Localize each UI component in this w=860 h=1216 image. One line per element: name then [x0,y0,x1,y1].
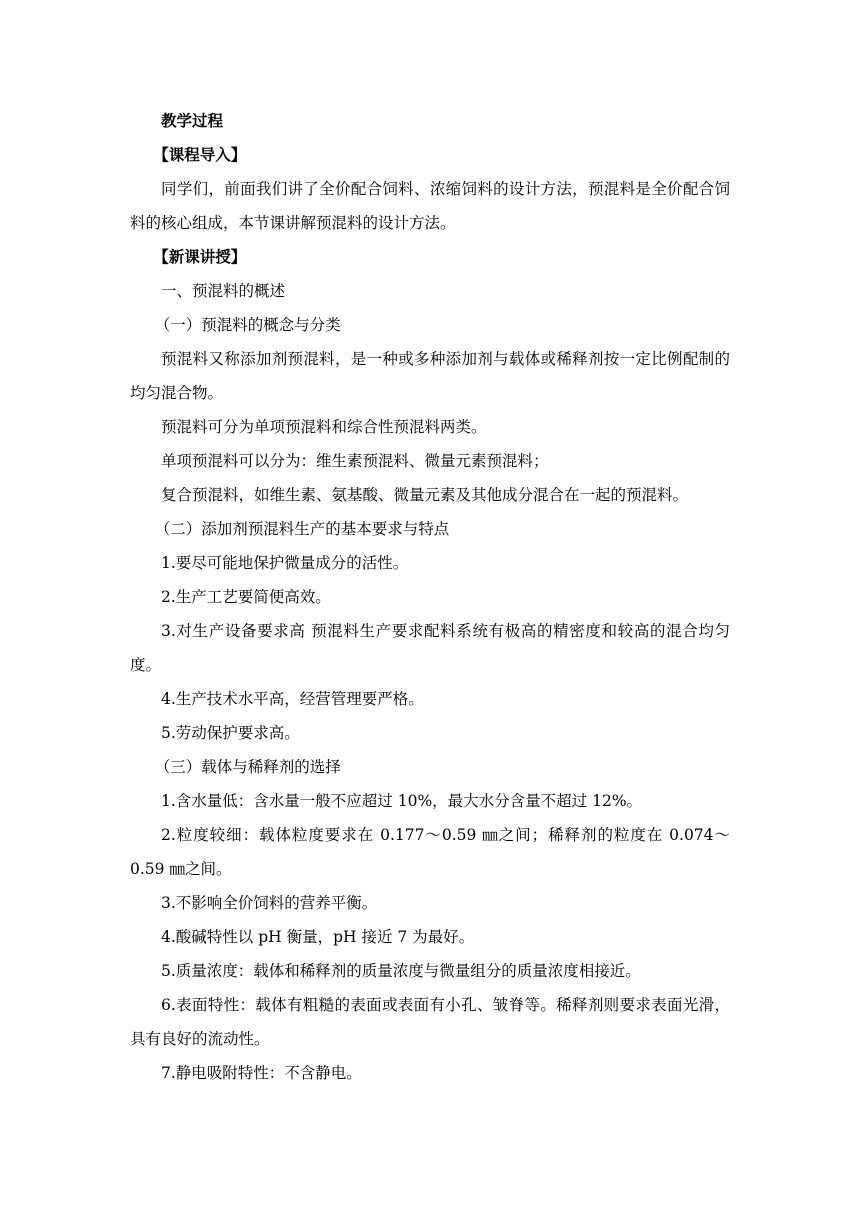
requirement-item: 4.生产技术水平高，经营管理要严格。 [161,690,424,708]
criteria-item: 1.含水量低：含水量一般不应超过 10%，最大水分含量不超过 12%。 [161,792,643,810]
single-premix-paragraph: 单项预混料可以分为：维生素预混料、微量元素预混料； [161,452,549,470]
criteria-item: 3.不影响全价饲料的营养平衡。 [161,894,378,912]
subsection-2-title: （二）添加剂预混料生产的基本要求与特点 [154,520,450,538]
criteria-item: 6.表面特性：载体有粗糙的表面或表面有小孔、皱脊等。稀释剂则要求表面光滑，具有良好的流动性。 [130,996,730,1048]
requirement-item: 2.生产工艺要简便高效。 [161,588,331,606]
criteria-item: 4.酸碱特性以 pH 衡量，pH 接近 7 为最好。 [161,928,475,946]
section-1-title: 一、预混料的概述 [161,282,286,300]
requirement-item: 5.劳动保护要求高。 [161,724,300,742]
subsection-1-title: （一）预混料的概念与分类 [154,316,341,334]
heading-teaching-process: 教学过程 [161,112,224,130]
requirement-item: 1.要尽可能地保护微量成分的活性。 [161,554,409,572]
document-body [130,104,730,1090]
heading-course-intro: 【课程导入】 [153,146,247,164]
definition-paragraph: 预混料又称添加剂预混料，是一种或多种添加剂与载体或稀释剂按一定比例配制的均匀混合物。 [130,350,730,402]
classification-paragraph: 预混料可分为单项预混料和综合性预混料两类。 [161,418,487,436]
criteria-item: 7.静电吸附特性：不含静电。 [161,1064,362,1082]
intro-paragraph: 同学们，前面我们讲了全价配合饲料、浓缩饲料的设计方法，预混料是全价配合饲料的核心组成，本节课讲解预混料的设计方法。 [130,180,730,232]
requirement-item: 3.对生产设备要求高 预混料生产要求配料系统有极高的精密度和较高的混合均匀度。 [130,622,730,674]
heading-new-lesson: 【新课讲授】 [153,248,247,266]
criteria-item: 5.质量浓度：载体和稀释剂的质量浓度与微量组分的质量浓度相接近。 [161,962,641,980]
subsection-3-title: （三）载体与稀释剂的选择 [154,758,341,776]
criteria-item: 2.粒度较细：载体粒度要求在 0.177～0.59 ㎜之间；稀释剂的粒度在 0.074～0.59 ㎜之间。 [130,826,730,878]
compound-premix-paragraph: 复合预混料，如维生素、氨基酸、微量元素及其他成分混合在一起的预混料。 [161,486,689,504]
